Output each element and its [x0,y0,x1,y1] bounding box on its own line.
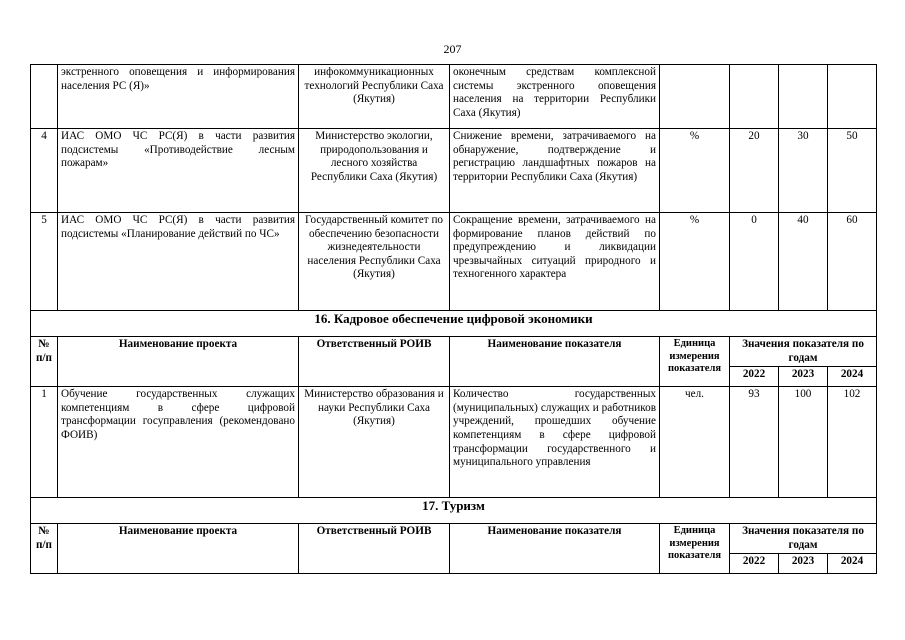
table-header-row [31,524,877,554]
section-title: 17. Туризм [31,498,877,524]
value-2023: 40 [779,213,828,311]
indicator-name: Снижение времени, затрачиваемого на обнаружение, подтверждение и регистрацию ландшафтных пожаров на территории Республики Саха (Якутия) [450,129,660,213]
value-2023 [779,65,828,129]
value-2024 [828,65,877,129]
header-indicator: Наименование показателя [450,337,660,387]
header-year-2022: 2022 [730,367,779,387]
table-row [31,213,877,311]
indicator-name: Сокращение времени, затрачиваемого на формирование планов действий по предупреждению и ликвидации чрезвычайных ситуаций природного и техногенного характера [450,213,660,311]
header-year-2023: 2023 [779,554,828,574]
value-2023: 30 [779,129,828,213]
responsible-roiv: Государственный комитет по обеспечению безопасности жизнедеятельности населения Республики Саха (Якутия) [299,213,450,311]
value-2022: 93 [730,387,779,498]
responsible-roiv: Министерство экологии, природопользования и лесного хозяйства Республики Саха (Якутия) [299,129,450,213]
project-name: ИАС ОМО ЧС РС(Я) в части развития подсистемы «Противодействие лесным пожарам» [58,129,299,213]
header-values-group: Значения показателя по годам [730,524,877,554]
row-number [31,65,58,129]
section-title-row [31,498,877,524]
header-unit: Единица измерения показателя [660,337,730,387]
indicator-name: оконечным средствам комплексной системы экстренного оповещения населения на территории Республики Саха (Якутия) [450,65,660,129]
value-2022 [730,65,779,129]
table-row [31,129,877,213]
value-2024: 102 [828,387,877,498]
unit [660,65,730,129]
indicators-table [30,64,877,574]
section-title-row [31,311,877,337]
header-roiv: Ответственный РОИВ [299,524,450,574]
project-name: ИАС ОМО ЧС РС(Я) в части развития подсистемы «Планирование действий по ЧС» [58,213,299,311]
header-project: Наименование проекта [58,524,299,574]
header-year-2023: 2023 [779,367,828,387]
header-year-2022: 2022 [730,554,779,574]
table-header-row [31,337,877,367]
header-year-2024: 2024 [828,554,877,574]
indicator-name: Количество государственных (муниципальных) служащих и работников учреждений, прошедших обучение компетенциям в сфере цифровой трансформации государственного и муниципального управления [450,387,660,498]
header-roiv: Ответственный РОИВ [299,337,450,387]
table-row [31,65,877,129]
header-num: № п/п [31,337,58,387]
header-values-group: Значения показателя по годам [730,337,877,367]
header-unit: Единица измерения показателя [660,524,730,574]
page-number: 207 [443,42,462,56]
value-2022: 20 [730,129,779,213]
table-row [31,387,877,498]
value-2023: 100 [779,387,828,498]
responsible-roiv: Министерство образования и науки Республики Саха (Якутия) [299,387,450,498]
row-number: 4 [31,129,58,213]
value-2024: 50 [828,129,877,213]
responsible-roiv: инфокоммуникационных технологий Республики Саха (Якутия) [299,65,450,129]
header-num: № п/п [31,524,58,574]
row-number: 1 [31,387,58,498]
project-name: Обучение государственных служащих компетенциям в сфере цифровой трансформации госуправления (рекомендовано ФОИВ) [58,387,299,498]
value-2024: 60 [828,213,877,311]
header-project: Наименование проекта [58,337,299,387]
row-number: 5 [31,213,58,311]
section-title: 16. Кадровое обеспечение цифровой экономики [31,311,877,337]
project-name: экстренного оповещения и информирования населения РС (Я)» [58,65,299,129]
unit: % [660,129,730,213]
unit: чел. [660,387,730,498]
header-indicator: Наименование показателя [450,524,660,574]
header-year-2024: 2024 [828,367,877,387]
unit: % [660,213,730,311]
value-2022: 0 [730,213,779,311]
